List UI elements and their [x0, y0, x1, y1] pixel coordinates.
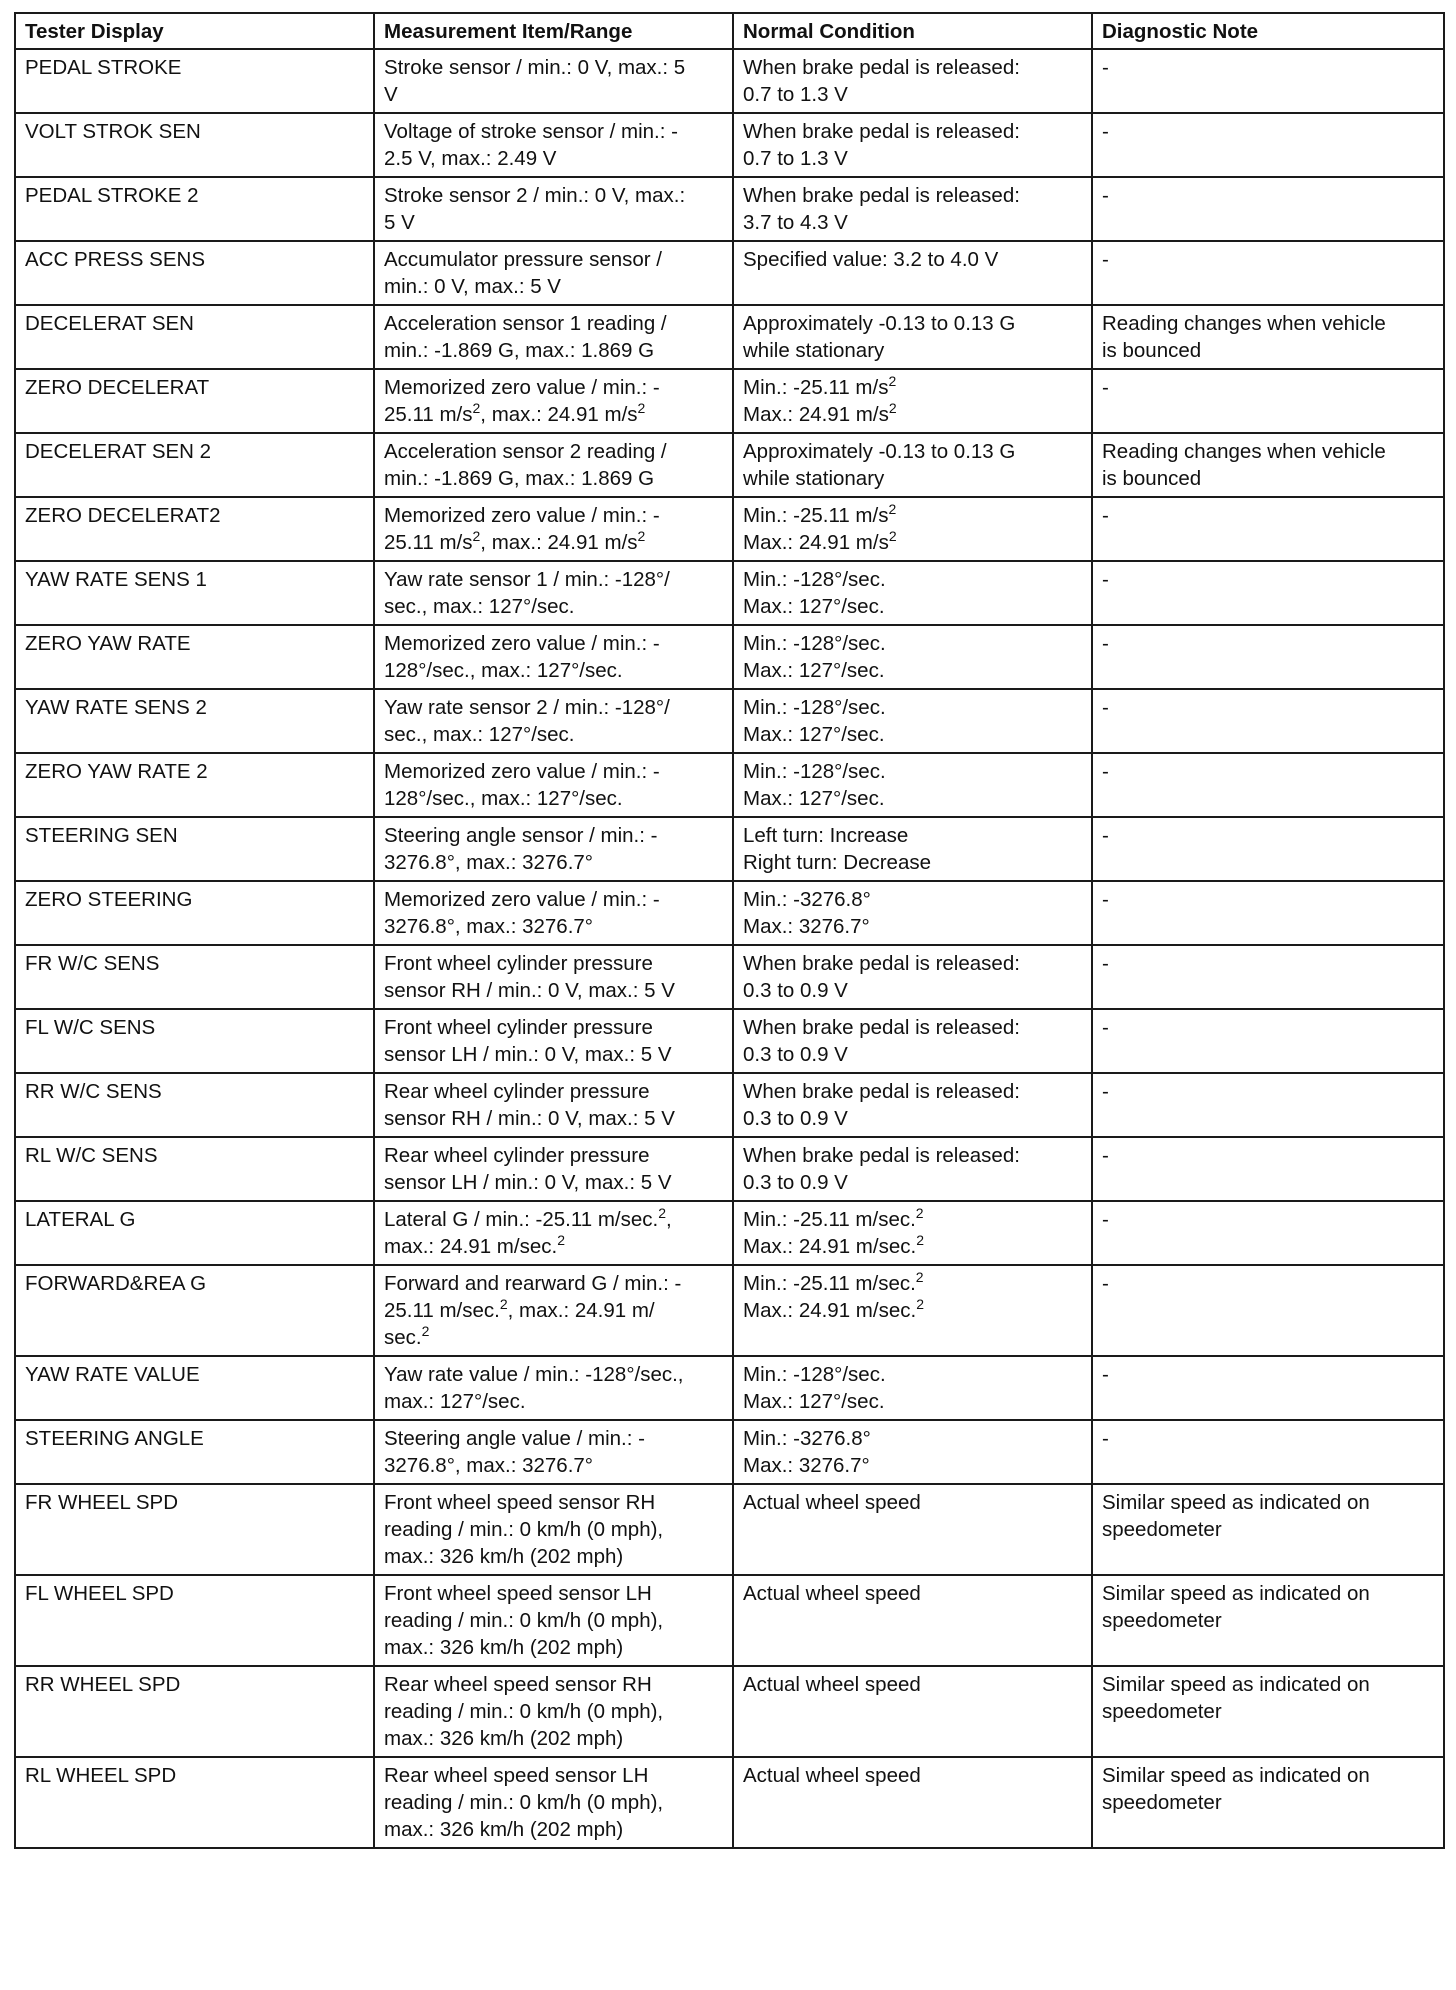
diagnostic-note-cell-line: - [1102, 1363, 1109, 1386]
measurement-range-cell-line: reading / min.: 0 km/h (0 mph), [384, 1609, 664, 1632]
normal-condition-cell-line: Max.: 127°/sec. [743, 595, 885, 618]
measurement-range-cell-line: Memorized zero value / min.: - [384, 504, 660, 527]
tester-display-cell: YAW RATE SENS 2 [15, 689, 374, 753]
normal-condition-cell-line: Approximately -0.13 to 0.13 G [743, 312, 1016, 335]
normal-condition-cell-line: Min.: -128°/sec. [743, 696, 886, 719]
table-row [15, 1757, 1444, 1848]
normal-condition-cell-line: 0.7 to 1.3 V [743, 147, 848, 170]
normal-condition-cell-line: Min.: -128°/sec. [743, 568, 886, 591]
normal-condition-cell [733, 1137, 1092, 1201]
measurement-range-cell-line: Front wheel speed sensor RH [384, 1491, 656, 1514]
measurement-range-cell [374, 1666, 733, 1757]
diagnostic-note-cell-line: - [1102, 888, 1109, 911]
measurement-range-cell-line: Front wheel speed sensor LH [384, 1582, 652, 1605]
measurement-range-cell-line: Yaw rate sensor 2 / min.: -128°/ [384, 696, 670, 719]
normal-condition-cell [733, 1356, 1092, 1420]
normal-condition-cell-line: Max.: 127°/sec. [743, 1390, 885, 1413]
table-row [15, 689, 1444, 753]
measurement-range-cell-line: Steering angle sensor / min.: - [384, 824, 658, 847]
normal-condition-cell-line: Max.: 3276.7° [743, 1454, 870, 1477]
diagnostic-note-cell-line: Reading changes when vehicle [1102, 312, 1386, 335]
measurement-range-cell [374, 625, 733, 689]
normal-condition-cell-line: Min.: -3276.8° [743, 888, 871, 911]
measurement-range-cell [374, 177, 733, 241]
table-row [15, 113, 1444, 177]
measurement-range-cell-line: 5 V [384, 211, 415, 234]
measurement-range-cell-line: Front wheel cylinder pressure [384, 952, 653, 975]
normal-condition-cell-line: Max.: 24.91 $m/s^2$ [743, 400, 897, 426]
measurement-range-cell-line: Yaw rate value / min.: -128°/sec., [384, 1363, 684, 1386]
normal-condition-cell [733, 305, 1092, 369]
normal-condition-cell [733, 433, 1092, 497]
diagnostic-note-cell-line: - [1102, 632, 1109, 655]
normal-condition-cell-line: 0.3 to 0.9 V [743, 979, 848, 1002]
normal-condition-cell-line: When brake pedal is released: [743, 952, 1020, 975]
diagnostic-note-cell [1092, 1575, 1444, 1666]
normal-condition-cell [733, 625, 1092, 689]
table-row [15, 177, 1444, 241]
tester-display-cell: ZERO YAW RATE 2 [15, 753, 374, 817]
normal-condition-cell-line: Max.: 24.91 m/sec.$^2$ [743, 1232, 924, 1258]
header-diagnostic-note: Diagnostic Note [1092, 13, 1444, 49]
measurement-range-cell [374, 1073, 733, 1137]
diagnostic-note-cell-line: - [1102, 248, 1109, 271]
table-row [15, 305, 1444, 369]
measurement-range-cell-line: sensor RH / min.: 0 V, max.: 5 V [384, 1107, 675, 1130]
data-list-table-container [14, 12, 1443, 1849]
measurement-range-cell-line: Steering angle value / min.: - [384, 1427, 645, 1450]
normal-condition-cell-line: Min.: -3276.8° [743, 1427, 871, 1450]
normal-condition-cell [733, 369, 1092, 433]
normal-condition-cell-line: Min.: -25.11 $m/s^2$ [743, 501, 897, 527]
normal-condition-cell [733, 241, 1092, 305]
tester-display-cell: FR W/C SENS [15, 945, 374, 1009]
normal-condition-cell-line: Right turn: Decrease [743, 851, 932, 874]
normal-condition-cell [733, 1757, 1092, 1848]
normal-condition-cell [733, 561, 1092, 625]
measurement-range-cell-line: Rear wheel speed sensor LH [384, 1764, 649, 1787]
measurement-range-cell-line: max.: 326 km/h (202 mph) [384, 1636, 624, 1659]
diagnostic-note-cell [1092, 625, 1444, 689]
diagnostic-note-cell-line: - [1102, 504, 1109, 527]
normal-condition-cell-line: When brake pedal is released: [743, 1080, 1020, 1103]
measurement-range-cell-line: 25.11 $m/s^2$, max.: 24.91 $m/s^2$ [384, 528, 646, 554]
normal-condition-cell-line: Specified value: 3.2 to 4.0 V [743, 248, 999, 271]
measurement-range-cell-line: V [384, 83, 398, 106]
diagnostic-note-cell [1092, 1666, 1444, 1757]
normal-condition-cell-line: When brake pedal is released: [743, 184, 1020, 207]
diagnostic-note-cell [1092, 1420, 1444, 1484]
measurement-range-cell-line: Memorized zero value / min.: - [384, 888, 660, 911]
table-row [15, 1356, 1444, 1420]
diagnostic-note-cell-line: speedometer [1102, 1700, 1222, 1723]
tester-display-cell: ZERO STEERING [15, 881, 374, 945]
normal-condition-cell [733, 1265, 1092, 1356]
table-row [15, 49, 1444, 113]
tester-display-cell: PEDAL STROKE 2 [15, 177, 374, 241]
normal-condition-cell-line: 0.3 to 0.9 V [743, 1107, 848, 1130]
tester-display-cell: DECELERAT SEN [15, 305, 374, 369]
diagnostic-note-cell-line: - [1102, 1427, 1109, 1450]
tester-display-cell: ZERO DECELERAT2 [15, 497, 374, 561]
measurement-range-cell-line: min.: -1.869 G, max.: 1.869 G [384, 467, 655, 490]
table-row [15, 881, 1444, 945]
table-row [15, 1201, 1444, 1265]
measurement-range-cell-line: 2.5 V, max.: 2.49 V [384, 147, 557, 170]
tester-display-cell: ZERO YAW RATE [15, 625, 374, 689]
measurement-range-cell-line: Memorized zero value / min.: - [384, 632, 660, 655]
measurement-range-cell [374, 113, 733, 177]
table-row [15, 433, 1444, 497]
normal-condition-cell-line: Actual wheel speed [743, 1582, 921, 1605]
measurement-range-cell [374, 689, 733, 753]
table-row [15, 945, 1444, 1009]
diagnostic-note-cell [1092, 305, 1444, 369]
measurement-range-cell [374, 561, 733, 625]
normal-condition-cell [733, 1575, 1092, 1666]
normal-condition-cell-line: Min.: -25.11 m/sec.$^2$ [743, 1269, 924, 1295]
normal-condition-cell-line: Max.: 24.91 $m/s^2$ [743, 528, 897, 554]
diagnostic-note-cell [1092, 561, 1444, 625]
measurement-range-cell [374, 817, 733, 881]
measurement-range-cell [374, 753, 733, 817]
measurement-range-cell [374, 1201, 733, 1265]
measurement-range-cell-line: Stroke sensor 2 / min.: 0 V, max.: [384, 184, 686, 207]
measurement-range-cell-line: Acceleration sensor 1 reading / [384, 312, 667, 335]
measurement-range-cell [374, 1420, 733, 1484]
normal-condition-cell [733, 689, 1092, 753]
diagnostic-note-cell-line: - [1102, 1208, 1109, 1231]
diagnostic-note-cell-line: Similar speed as indicated on [1102, 1764, 1370, 1787]
measurement-range-cell [374, 241, 733, 305]
normal-condition-cell [733, 1484, 1092, 1575]
tester-display-cell: FORWARD&REA G [15, 1265, 374, 1356]
normal-condition-cell-line: 3.7 to 4.3 V [743, 211, 848, 234]
measurement-range-cell-line: Yaw rate sensor 1 / min.: -128°/ [384, 568, 670, 591]
table-row [15, 753, 1444, 817]
normal-condition-cell-line: Left turn: Increase [743, 824, 909, 847]
diagnostic-note-cell-line: Similar speed as indicated on [1102, 1673, 1370, 1696]
measurement-range-cell-line: min.: -1.869 G, max.: 1.869 G [384, 339, 655, 362]
measurement-range-cell-line: 25.11 $m/s^2$, max.: 24.91 $m/s^2$ [384, 400, 646, 426]
measurement-range-cell [374, 1757, 733, 1848]
measurement-range-cell-line: sec.$^2$ [384, 1323, 430, 1349]
diagnostic-note-cell-line: - [1102, 184, 1109, 207]
tester-display-cell: FL WHEEL SPD [15, 1575, 374, 1666]
measurement-range-cell-line: sensor LH / min.: 0 V, max.: 5 V [384, 1043, 672, 1066]
normal-condition-cell-line: Actual wheel speed [743, 1673, 921, 1696]
tester-display-cell: VOLT STROK SEN [15, 113, 374, 177]
tester-display-cell: RR WHEEL SPD [15, 1666, 374, 1757]
diagnostic-note-cell-line: - [1102, 120, 1109, 143]
normal-condition-cell-line: Min.: -25.11 $m/s^2$ [743, 373, 897, 399]
table-row [15, 1484, 1444, 1575]
tester-display-cell: LATERAL G [15, 1201, 374, 1265]
measurement-range-cell-line: Rear wheel speed sensor RH [384, 1673, 652, 1696]
measurement-range-cell-line: sec., max.: 127°/sec. [384, 723, 575, 746]
normal-condition-cell-line: Min.: -128°/sec. [743, 632, 886, 655]
diagnostic-note-cell-line: speedometer [1102, 1609, 1222, 1632]
table-row [15, 625, 1444, 689]
tester-display-cell: ZERO DECELERAT [15, 369, 374, 433]
diagnostic-note-cell-line: - [1102, 376, 1109, 399]
measurement-range-cell-line: reading / min.: 0 km/h (0 mph), [384, 1518, 664, 1541]
measurement-range-cell-line: 25.11 m/sec.$^2$, max.: 24.91 m/ [384, 1296, 655, 1322]
diagnostic-note-cell-line: - [1102, 696, 1109, 719]
measurement-range-cell-line: max.: 326 km/h (202 mph) [384, 1545, 624, 1568]
normal-condition-cell-line: When brake pedal is released: [743, 1016, 1020, 1039]
table-row [15, 1420, 1444, 1484]
diagnostic-note-cell [1092, 113, 1444, 177]
diagnostic-note-cell-line: is bounced [1102, 467, 1202, 490]
measurement-range-cell [374, 1356, 733, 1420]
measurement-range-cell-line: Stroke sensor / min.: 0 V, max.: 5 [384, 56, 686, 79]
measurement-range-cell-line: reading / min.: 0 km/h (0 mph), [384, 1700, 664, 1723]
table-row [15, 1575, 1444, 1666]
normal-condition-cell [733, 881, 1092, 945]
diagnostic-note-cell [1092, 945, 1444, 1009]
measurement-range-cell [374, 433, 733, 497]
normal-condition-cell [733, 497, 1092, 561]
diagnostic-note-cell-line: speedometer [1102, 1518, 1222, 1541]
table-row [15, 1265, 1444, 1356]
measurement-range-cell-line: 3276.8°, max.: 3276.7° [384, 1454, 594, 1477]
normal-condition-cell-line: Approximately -0.13 to 0.13 G [743, 440, 1016, 463]
table-row [15, 241, 1444, 305]
normal-condition-cell [733, 113, 1092, 177]
normal-condition-cell-line: Min.: -128°/sec. [743, 760, 886, 783]
measurement-range-cell-line: max.: 326 km/h (202 mph) [384, 1818, 624, 1841]
data-list-table [14, 12, 1445, 1849]
header-tester-display: Tester Display [15, 13, 374, 49]
diagnostic-note-cell [1092, 497, 1444, 561]
tester-display-cell: STEERING ANGLE [15, 1420, 374, 1484]
diagnostic-note-cell-line: - [1102, 56, 1109, 79]
normal-condition-cell-line: Max.: 24.91 m/sec.$^2$ [743, 1296, 924, 1322]
diagnostic-note-cell [1092, 177, 1444, 241]
diagnostic-note-cell [1092, 241, 1444, 305]
table-row [15, 497, 1444, 561]
diagnostic-note-cell-line: - [1102, 952, 1109, 975]
diagnostic-note-cell [1092, 1137, 1444, 1201]
tester-display-cell: DECELERAT SEN 2 [15, 433, 374, 497]
table-body [15, 49, 1444, 1848]
normal-condition-cell-line: Min.: -128°/sec. [743, 1363, 886, 1386]
table-row [15, 1073, 1444, 1137]
measurement-range-cell-line: Memorized zero value / min.: - [384, 376, 660, 399]
diagnostic-note-cell [1092, 689, 1444, 753]
diagnostic-note-cell-line: Reading changes when vehicle [1102, 440, 1386, 463]
normal-condition-cell [733, 1073, 1092, 1137]
diagnostic-note-cell [1092, 1757, 1444, 1848]
diagnostic-note-cell [1092, 433, 1444, 497]
tester-display-cell: YAW RATE SENS 1 [15, 561, 374, 625]
diagnostic-note-cell-line: - [1102, 760, 1109, 783]
measurement-range-cell-line: 3276.8°, max.: 3276.7° [384, 851, 594, 874]
measurement-range-cell-line: sec., max.: 127°/sec. [384, 595, 575, 618]
table-header-row [15, 13, 1444, 49]
measurement-range-cell-line: Memorized zero value / min.: - [384, 760, 660, 783]
normal-condition-cell-line: When brake pedal is released: [743, 1144, 1020, 1167]
diagnostic-note-cell-line: - [1102, 1144, 1109, 1167]
measurement-range-cell [374, 1009, 733, 1073]
diagnostic-note-cell [1092, 1073, 1444, 1137]
measurement-range-cell-line: Forward and rearward G / min.: - [384, 1272, 682, 1295]
normal-condition-cell-line: When brake pedal is released: [743, 120, 1020, 143]
table-row [15, 1009, 1444, 1073]
measurement-range-cell-line: sensor RH / min.: 0 V, max.: 5 V [384, 979, 675, 1002]
diagnostic-note-cell [1092, 1265, 1444, 1356]
tester-display-cell: RL W/C SENS [15, 1137, 374, 1201]
measurement-range-cell [374, 881, 733, 945]
measurement-range-cell-line: reading / min.: 0 km/h (0 mph), [384, 1791, 664, 1814]
diagnostic-note-cell-line: - [1102, 568, 1109, 591]
measurement-range-cell-line: Lateral G / min.: -25.11 m/sec.$^2$, [384, 1205, 672, 1231]
normal-condition-cell [733, 1420, 1092, 1484]
diagnostic-note-cell [1092, 49, 1444, 113]
normal-condition-cell-line: Max.: 127°/sec. [743, 723, 885, 746]
header-measurement-item-range: Measurement Item/Range [374, 13, 733, 49]
diagnostic-note-cell [1092, 881, 1444, 945]
diagnostic-note-cell [1092, 1201, 1444, 1265]
measurement-range-cell [374, 945, 733, 1009]
normal-condition-cell-line: while stationary [743, 339, 885, 362]
tester-display-cell: PEDAL STROKE [15, 49, 374, 113]
diagnostic-note-cell-line: - [1102, 1272, 1109, 1295]
measurement-range-cell-line: Voltage of stroke sensor / min.: - [384, 120, 678, 143]
tester-display-cell: ACC PRESS SENS [15, 241, 374, 305]
diagnostic-note-cell-line: - [1102, 1016, 1109, 1039]
measurement-range-cell-line: Accumulator pressure sensor / [384, 248, 663, 271]
diagnostic-note-cell [1092, 753, 1444, 817]
table-row [15, 1666, 1444, 1757]
measurement-range-cell-line: max.: 326 km/h (202 mph) [384, 1727, 624, 1750]
diagnostic-note-cell-line: - [1102, 824, 1109, 847]
normal-condition-cell [733, 1009, 1092, 1073]
normal-condition-cell-line: while stationary [743, 467, 885, 490]
measurement-range-cell [374, 49, 733, 113]
normal-condition-cell-line: 0.3 to 0.9 V [743, 1171, 848, 1194]
tester-display-cell: FL W/C SENS [15, 1009, 374, 1073]
measurement-range-cell-line: Front wheel cylinder pressure [384, 1016, 653, 1039]
normal-condition-cell-line: Actual wheel speed [743, 1491, 921, 1514]
normal-condition-cell [733, 1666, 1092, 1757]
measurement-range-cell-line: max.: 127°/sec. [384, 1390, 526, 1413]
diagnostic-note-cell-line: - [1102, 1080, 1109, 1103]
normal-condition-cell [733, 177, 1092, 241]
measurement-range-cell-line: max.: 24.91 m/sec.$^2$ [384, 1232, 565, 1258]
tester-display-cell: STEERING SEN [15, 817, 374, 881]
normal-condition-cell-line: Actual wheel speed [743, 1764, 921, 1787]
measurement-range-cell-line: 128°/sec., max.: 127°/sec. [384, 787, 623, 810]
diagnostic-note-cell [1092, 1009, 1444, 1073]
normal-condition-cell-line: Max.: 127°/sec. [743, 659, 885, 682]
normal-condition-cell-line: 0.3 to 0.9 V [743, 1043, 848, 1066]
table-row [15, 1137, 1444, 1201]
measurement-range-cell [374, 1484, 733, 1575]
measurement-range-cell [374, 1137, 733, 1201]
diagnostic-note-cell-line: Similar speed as indicated on [1102, 1491, 1370, 1514]
normal-condition-cell-line: Max.: 3276.7° [743, 915, 870, 938]
measurement-range-cell [374, 369, 733, 433]
table-row [15, 817, 1444, 881]
diagnostic-note-cell-line: is bounced [1102, 339, 1202, 362]
tester-display-cell: YAW RATE VALUE [15, 1356, 374, 1420]
normal-condition-cell-line: Max.: 127°/sec. [743, 787, 885, 810]
table-row [15, 369, 1444, 433]
measurement-range-cell-line: 128°/sec., max.: 127°/sec. [384, 659, 623, 682]
normal-condition-cell-line: 0.7 to 1.3 V [743, 83, 848, 106]
measurement-range-cell-line: min.: 0 V, max.: 5 V [384, 275, 561, 298]
diagnostic-note-cell [1092, 1356, 1444, 1420]
measurement-range-cell-line: Rear wheel cylinder pressure [384, 1080, 650, 1103]
diagnostic-note-cell [1092, 1484, 1444, 1575]
tester-display-cell: RR W/C SENS [15, 1073, 374, 1137]
diagnostic-note-cell [1092, 369, 1444, 433]
normal-condition-cell-line: Min.: -25.11 m/sec.$^2$ [743, 1205, 924, 1231]
measurement-range-cell-line: 3276.8°, max.: 3276.7° [384, 915, 594, 938]
measurement-range-cell [374, 1575, 733, 1666]
normal-condition-cell [733, 49, 1092, 113]
diagnostic-note-cell [1092, 817, 1444, 881]
diagnostic-note-cell-line: speedometer [1102, 1791, 1222, 1814]
table-row [15, 561, 1444, 625]
tester-display-cell: FR WHEEL SPD [15, 1484, 374, 1575]
measurement-range-cell-line: Acceleration sensor 2 reading / [384, 440, 667, 463]
normal-condition-cell [733, 817, 1092, 881]
measurement-range-cell-line: sensor LH / min.: 0 V, max.: 5 V [384, 1171, 672, 1194]
measurement-range-cell [374, 305, 733, 369]
normal-condition-cell-line: When brake pedal is released: [743, 56, 1020, 79]
diagnostic-note-cell-line: Similar speed as indicated on [1102, 1582, 1370, 1605]
measurement-range-cell-line: Rear wheel cylinder pressure [384, 1144, 650, 1167]
tester-display-cell: RL WHEEL SPD [15, 1757, 374, 1848]
measurement-range-cell [374, 497, 733, 561]
measurement-range-cell [374, 1265, 733, 1356]
normal-condition-cell [733, 1201, 1092, 1265]
normal-condition-cell [733, 945, 1092, 1009]
normal-condition-cell [733, 753, 1092, 817]
header-normal-condition: Normal Condition [733, 13, 1092, 49]
